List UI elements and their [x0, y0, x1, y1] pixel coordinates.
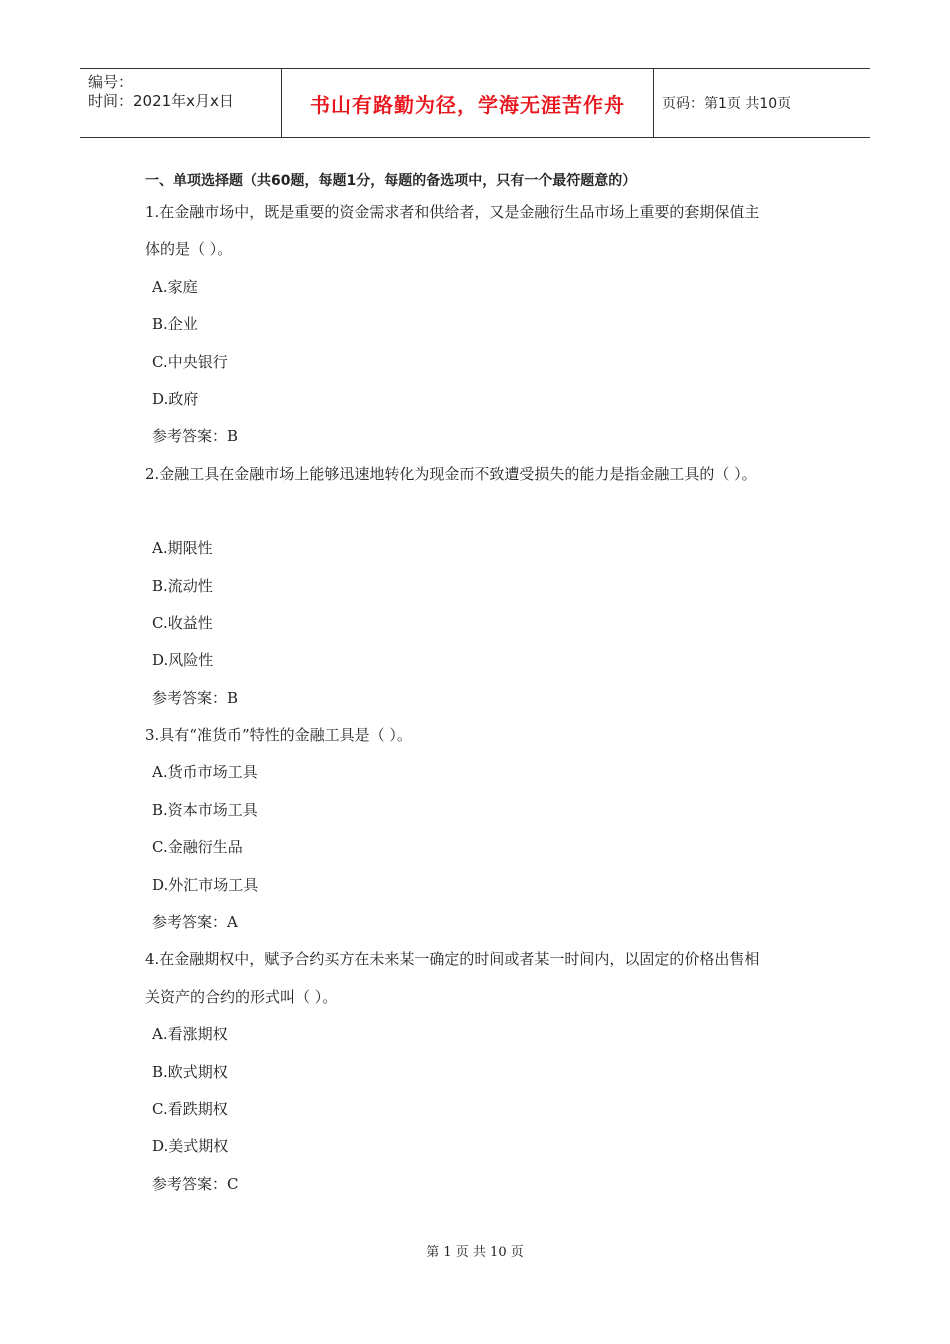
- option-d: D.外汇市场工具: [152, 875, 259, 894]
- option-b: B.流动性: [152, 576, 213, 595]
- question-3: [145, 717, 825, 941]
- option-b: B.欧式期权: [152, 1062, 228, 1081]
- blank-spacer: [145, 493, 825, 530]
- option-a: A.家庭: [152, 277, 198, 296]
- header-motto: 书山有路勤为径，学海无涯苦作舟: [282, 69, 654, 137]
- exam-content: [145, 168, 825, 1203]
- header-meta: [80, 69, 282, 137]
- page-footer: 第 1 页 共 10 页: [426, 1245, 524, 1260]
- option-c: C.收益性: [152, 613, 213, 632]
- question-text-line: 2.金融工具在金融市场上能够迅速地转化为现金而不致遭受损失的能力是指金融工具的（ ）。: [145, 464, 757, 483]
- option-d: D.风险性: [152, 651, 214, 670]
- option-c: C.金融衍生品: [152, 838, 243, 857]
- reference-answer: 参考答案：C: [152, 1174, 239, 1193]
- option-b: B.资本市场工具: [152, 800, 258, 819]
- serial-label: 编号：: [88, 73, 134, 91]
- question-1: [145, 194, 825, 456]
- reference-answer: 参考答案：B: [152, 688, 239, 707]
- option-c: C.中央银行: [152, 352, 228, 371]
- option-b: B.企业: [152, 315, 198, 334]
- option-a: A.看涨期权: [152, 1025, 228, 1044]
- section-title: 一、单项选择题（共60题，每题1分，每题的备选项中，只有一个最符题意的）: [145, 173, 637, 189]
- question-text-line: 体的是（ ）。: [145, 240, 233, 259]
- option-a: A.期限性: [152, 539, 213, 558]
- question-text-line: 3.具有“准货币”特性的金融工具是（ ）。: [145, 726, 412, 745]
- document-header: [80, 68, 870, 138]
- option-d: D.美式期权: [152, 1137, 229, 1156]
- question-text-line: 1.在金融市场中，既是重要的资金需求者和供给者，又是金融衍生品市场上重要的套期保值主: [145, 203, 760, 221]
- question-4: [145, 941, 825, 1203]
- header-page-info: 页码：第1页 共10页: [662, 96, 792, 112]
- question-text-line: 4.在金融期权中，赋予合约买方在未来某一确定的时间或者某一时间内，以固定的价格出售相: [145, 950, 760, 969]
- option-d: D.政府: [152, 389, 199, 408]
- reference-answer: 参考答案：B: [152, 427, 239, 446]
- reference-answer: 参考答案：A: [152, 913, 238, 932]
- question-text-line: 关资产的合约的形式叫（ ）。: [145, 987, 338, 1006]
- option-a: A.货币市场工具: [152, 763, 258, 782]
- question-2: [145, 456, 825, 717]
- time-label: 时间：2021年x月x日: [88, 92, 234, 110]
- option-c: C.看跌期权: [152, 1099, 228, 1118]
